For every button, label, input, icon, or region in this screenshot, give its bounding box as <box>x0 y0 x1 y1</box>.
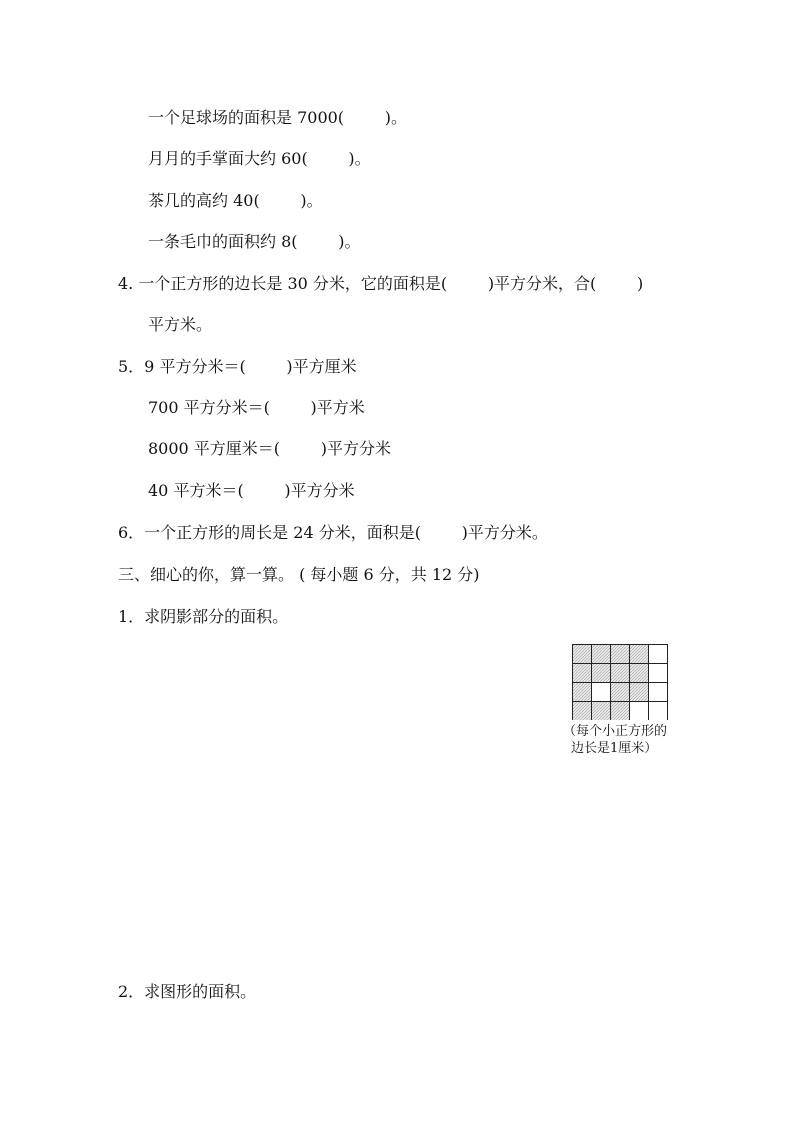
question-4: 4. 一个正方形的边长是 30 分米，它的面积是( )平方分米，合( ) <box>118 274 644 293</box>
grid-cell <box>649 702 668 721</box>
grid-cell-shaded <box>630 683 649 702</box>
grid-cell-shaded <box>630 664 649 683</box>
question-table-height: 茶几的高约 40( )。 <box>148 191 323 210</box>
question-palm-area: 月月的手掌面大约 60( )。 <box>148 149 371 168</box>
figure-caption-line2: 边长是1厘米） <box>571 741 658 756</box>
question-5d: 40 平方米＝( )平方分米 <box>148 481 355 500</box>
shaded-grid-figure <box>572 644 668 720</box>
question-6: 6．一个正方形的周长是 24 分米，面积是( )平方分米。 <box>118 523 548 542</box>
grid-cell-shaded <box>592 702 611 721</box>
grid-cell-shaded <box>611 664 630 683</box>
question-5b: 700 平方分米＝( )平方米 <box>148 398 365 417</box>
section-3-heading: 三、细心的你，算一算。 ( 每小题 6 分，共 12 分) <box>118 565 480 584</box>
grid-cell <box>649 664 668 683</box>
grid-cell-shaded <box>592 664 611 683</box>
question-5c: 8000 平方厘米＝( )平方分米 <box>148 439 391 458</box>
grid-cell-shaded <box>573 702 592 721</box>
question-5a: 5．9 平方分米＝( )平方厘米 <box>118 357 357 376</box>
section-3-question-1: 1．求阴影部分的面积。 <box>118 607 289 626</box>
grid-cell-shaded <box>611 683 630 702</box>
section-3-question-2: 2．求图形的面积。 <box>118 982 257 1001</box>
question-4-continued: 平方米。 <box>148 315 213 334</box>
question-football-field: 一个足球场的面积是 7000( )。 <box>148 108 407 127</box>
grid-cell-shaded <box>592 645 611 664</box>
grid-cell <box>649 683 668 702</box>
grid-cell-shaded <box>573 645 592 664</box>
question-towel-area: 一条毛巾的面积约 8( )。 <box>148 232 361 251</box>
grid-cell <box>630 702 649 721</box>
grid-cell-shaded <box>630 645 649 664</box>
grid-cell <box>592 683 611 702</box>
grid-cell-shaded <box>573 664 592 683</box>
grid-cell-shaded <box>611 645 630 664</box>
grid-cell-shaded <box>573 683 592 702</box>
grid-cell <box>649 645 668 664</box>
figure-caption-line1: （每个小正方形的 <box>563 724 668 739</box>
grid-cell-shaded <box>611 702 630 721</box>
